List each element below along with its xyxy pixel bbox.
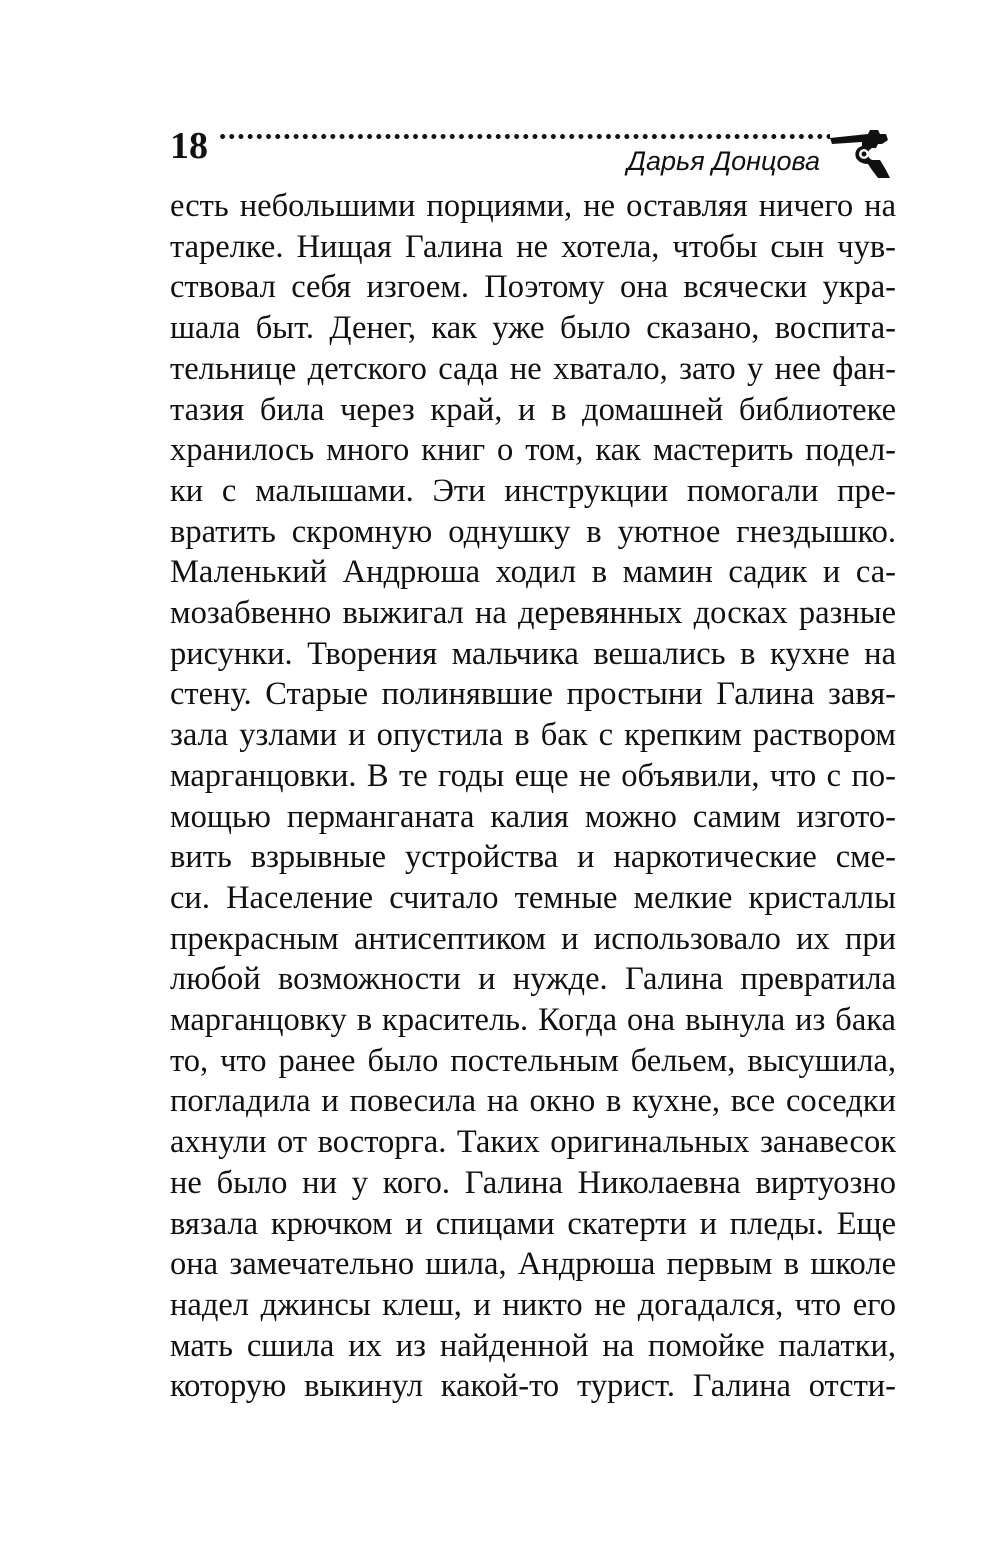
text-line: есть небольшими порциями, не оставляя ничего на xyxy=(170,188,896,224)
text-line: вить взрывные устройства и наркотические сме- xyxy=(170,839,896,876)
text-line: марганцовки. В те годы еще не объявили, что с по- xyxy=(170,757,896,794)
text-line: марганцовку в краситель. Когда она вынула из бака xyxy=(170,1002,896,1039)
text-line: ахнули от восторга. Таких оригинальных занавесок xyxy=(170,1124,896,1161)
text-line: си. Население считало темные мелкие кристаллы xyxy=(170,879,896,916)
text-line: мощью перманганата калия можно самим изгото- xyxy=(170,798,896,835)
dotted-rule xyxy=(218,133,830,140)
text-line: шала быт. Денег, как уже было сказано, воспита- xyxy=(170,310,896,347)
text-line: ки с малышами. Эти инструкции помогали пре- xyxy=(170,472,896,509)
page-number: 18 xyxy=(170,125,208,167)
text-line: тельнице детского сада не хватало, зато у нее фан- xyxy=(170,350,896,387)
text-line: надел джинсы клеш, и никто не догадался, что его xyxy=(170,1286,896,1323)
text-line: мозабвенно выжигал на деревянных досках разные xyxy=(170,595,896,632)
text-line: погладила и повесила на окно в кухне, все соседки xyxy=(170,1083,896,1120)
text-line: тарелке. Нищая Галина не хотела, чтобы сын чув- xyxy=(170,228,896,265)
running-head-author: Дарья Донцова xyxy=(626,146,820,176)
revolver-icon xyxy=(828,126,896,180)
text-line: любой возможности и нужде. Галина превратила xyxy=(170,961,896,998)
text-line: то, что ранее было постельным бельем, высушила, xyxy=(170,1042,896,1079)
text-line: зала узлами и опустила в бак с крепким раствором xyxy=(170,717,896,754)
text-line: Маленький Андрюша ходил в мамин садик и са- xyxy=(170,554,896,591)
text-line: хранилось много книг о том, как мастерить подел- xyxy=(170,432,896,469)
text-line: тазия била через край, и в домашней библиотеке xyxy=(170,391,896,428)
text-line: не было ни у кого. Галина Николаевна виртуозно xyxy=(170,1164,896,1201)
text-line: мать сшила их из найденной на помойке палатки, xyxy=(170,1327,896,1364)
text-line: вязала крючком и спицами скатерти и пледы. Еще xyxy=(170,1205,896,1242)
text-line: которую выкинул какой-то турист. Галина отсти- xyxy=(170,1368,896,1405)
text-line: ствовал себя изгоем. Поэтому она всячески укра- xyxy=(170,269,896,306)
text-line: стену. Старые полинявшие простыни Галина завя- xyxy=(170,676,896,713)
text-line: она замечательно шила, Андрюша первым в школе xyxy=(170,1246,896,1283)
text-line: вратить скромную однушку в уютное гнездышко. xyxy=(170,513,896,550)
text-line: рисунки. Творения мальчика вешались в кухне на xyxy=(170,635,896,672)
text-line: прекрасным антисептиком и использовало их при xyxy=(170,920,896,957)
body-text xyxy=(170,186,896,1407)
